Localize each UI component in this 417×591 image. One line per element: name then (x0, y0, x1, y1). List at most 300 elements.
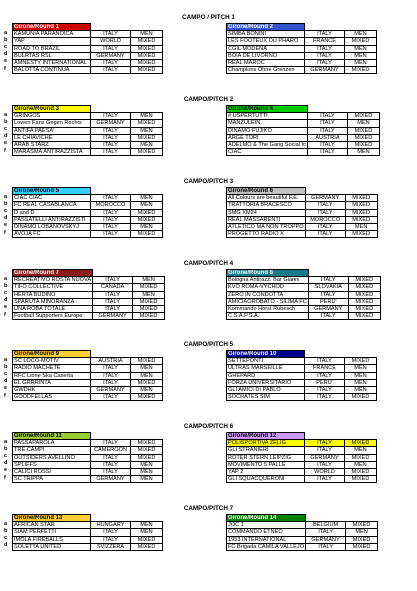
team-row (227, 127, 380, 134)
team-category: MEN (133, 277, 165, 284)
team-category: MIXED (345, 202, 377, 209)
team-category: MIXED (348, 298, 380, 305)
team-country: GERMANY (305, 67, 345, 74)
team-row (227, 529, 378, 536)
team-name: GLI SQUACQUERONI (227, 476, 305, 483)
team-name: KVO ROMA-VYCHOD (227, 284, 309, 291)
team-category: MIXED (347, 127, 379, 134)
team-category: MEN (345, 372, 377, 379)
team-name: PASSAPAROLA (13, 440, 91, 447)
group-name: Girone/Round 11 (13, 433, 91, 440)
group-name: Girone/Round 6 (227, 188, 306, 195)
team-category: MIXED (131, 440, 163, 447)
team-row (227, 358, 377, 365)
team-name: CGIL MODENA (227, 45, 305, 52)
row-letter: e (4, 304, 8, 311)
group-name: Girone/Round 5 (13, 188, 91, 195)
pitch-title: CAMPO / PITCH 1 (182, 14, 235, 21)
team-country: ITALY (91, 365, 131, 372)
team-row (13, 372, 163, 379)
team-row (13, 38, 163, 45)
team-category: MIXED (131, 543, 163, 550)
team-country: HUNGARY (91, 522, 131, 529)
team-name: SIMBA BONINI (227, 31, 305, 38)
team-row (13, 313, 165, 320)
pitch-title: CAMPO/PITCH 7 (183, 505, 234, 512)
team-country: GERMANY (91, 387, 131, 394)
team-name: IMOLA FIREBALLS (13, 536, 91, 543)
team-country: ITALY (305, 387, 345, 394)
group-name: Girone/Round 3 (13, 106, 91, 113)
team-category: MEN (345, 60, 377, 67)
row-letters (4, 357, 12, 400)
team-category: MIXED (131, 52, 163, 59)
team-country: PERU' (305, 379, 345, 386)
team-row (13, 440, 163, 447)
row-letter: f (4, 311, 6, 318)
team-row (227, 231, 378, 238)
team-category: MEN (131, 469, 163, 476)
team-category: MIXED (348, 306, 380, 313)
team-category: MEN (131, 224, 163, 231)
team-name: FC Brigada CAMILA VALLEJO (228, 543, 305, 550)
group-header-row (227, 188, 378, 195)
team-country: SLOVAKIA (308, 284, 348, 291)
group-header-row (13, 106, 163, 113)
team-category: MIXED (346, 543, 378, 550)
team-row (13, 379, 163, 386)
team-category: MIXED (131, 216, 163, 223)
team-category: MEN (131, 195, 163, 202)
team-country: GERMANY (306, 536, 346, 543)
group-table (226, 23, 377, 74)
team-country: GERMANY (93, 313, 133, 320)
team-row (227, 52, 377, 59)
row-letter: e (4, 58, 8, 65)
team-country: ITALY (305, 202, 345, 209)
team-row (13, 447, 163, 454)
team-country: ITALY (305, 358, 345, 365)
team-row (13, 476, 163, 483)
team-category: MIXED (347, 113, 379, 120)
team-name: FORZA UNIVERSITARIO (227, 379, 305, 386)
pitch-title: CAMPO/PITCH 5 (183, 341, 234, 348)
team-category: MEN (345, 387, 377, 394)
team-country: ITALY (91, 149, 131, 156)
team-row (13, 306, 165, 313)
team-row (227, 543, 378, 550)
team-row (227, 284, 381, 291)
group-table (12, 514, 163, 551)
team-row (13, 529, 163, 536)
team-country: ITALY (305, 447, 345, 454)
header-gap (308, 270, 380, 277)
team-row (227, 454, 377, 461)
team-country: ITALY (307, 149, 347, 156)
team-name: Champions Ohne Grenzen (227, 67, 305, 74)
team-row (13, 543, 163, 550)
team-country: ITALY (91, 461, 131, 468)
row-letter: b (4, 37, 8, 44)
team-row (13, 209, 163, 216)
team-country: WORLD (305, 469, 345, 476)
team-name: YAP (13, 38, 91, 45)
team-row (13, 67, 163, 74)
header-gap (91, 351, 163, 358)
row-letters (4, 521, 12, 549)
team-name: ULTRAS MARSEILLE (227, 365, 305, 372)
team-country: ITALY (305, 476, 345, 483)
team-country: ITALY (91, 142, 131, 149)
group-name: Girone/Round 2 (227, 24, 305, 31)
group-header-row (227, 433, 377, 440)
row-letters (4, 439, 12, 482)
team-row (13, 31, 163, 38)
team-row (227, 67, 377, 74)
team-category: MEN (345, 447, 377, 454)
header-gap (305, 188, 377, 195)
team-name: RFC Lione Ska Caserta (13, 372, 91, 379)
team-name: SETTEPONTI (227, 358, 305, 365)
team-name: POLISPORTIVA ZELIG (227, 440, 305, 447)
team-country: GERMANY (91, 476, 131, 483)
team-row (227, 379, 377, 386)
row-letter: d (4, 542, 8, 549)
team-name: GHEPARD (227, 372, 305, 379)
team-country: AUSTRIA (307, 134, 347, 141)
team-country: ITALY (91, 469, 131, 476)
team-name: CIAC CIAC (13, 195, 91, 202)
team-country: ITALY (306, 529, 346, 536)
team-name: SMG XM24 (227, 209, 306, 216)
team-category: MIXED (348, 277, 380, 284)
team-name: FC REAL CASABLANCA (13, 202, 91, 209)
team-row (227, 60, 377, 67)
group-table (12, 23, 163, 74)
team-name: AMICIAOROBATO - SILIMA FC (228, 298, 307, 305)
team-name: YAP 2 (227, 469, 305, 476)
team-name: DINAMO FUJIKO (227, 127, 308, 134)
team-name: ROTER STERN LEIPZIG (227, 454, 305, 461)
team-name: GOODFELLAS (13, 394, 91, 401)
team-category: MIXED (345, 231, 377, 238)
row-letter: b (4, 446, 8, 453)
team-country: ITALY (91, 45, 131, 52)
team-row (13, 536, 163, 543)
team-country: WORLD (91, 38, 131, 45)
team-country: ITALY (308, 291, 348, 298)
team-row (13, 394, 163, 401)
team-country: ITALY (93, 277, 133, 284)
team-row (13, 120, 163, 127)
group-table (12, 269, 165, 320)
group-table (226, 432, 377, 483)
team-name: RECREATIVO ROSTA NUOVA (14, 277, 92, 284)
row-letter: e (4, 140, 8, 147)
team-row (227, 149, 380, 156)
team-name: TIFO COLLECTIVE (13, 284, 93, 291)
team-name: ZERO IN CONDOTTA (227, 291, 309, 298)
team-row (227, 387, 377, 394)
team-row (227, 447, 377, 454)
team-category: MEN (345, 52, 377, 59)
team-country: ITALY (307, 142, 347, 149)
header-gap (93, 270, 165, 277)
team-country: ITALY (91, 394, 131, 401)
row-letter: d (4, 133, 8, 140)
team-name: ATLETICO MA NON TROPPO (228, 224, 304, 231)
team-name: AMNESTY INTERNATIONAL (13, 60, 91, 67)
group-table (226, 350, 377, 401)
team-category: MEN (131, 529, 163, 536)
team-country: ITALY (307, 127, 347, 134)
team-country: ITALY (307, 113, 347, 120)
team-country: ITALY (305, 60, 345, 67)
team-category: MIXED (131, 358, 163, 365)
team-name: Lowen Fans Gegen Rechts (13, 120, 91, 127)
team-country: ITALY (91, 209, 131, 216)
team-row (13, 52, 163, 59)
team-category: MEN (345, 461, 377, 468)
row-letter: c (4, 44, 8, 51)
team-row (227, 536, 378, 543)
group-header-row (13, 270, 165, 277)
team-country: GERMANY (308, 306, 348, 313)
group-header-row (13, 188, 163, 195)
header-gap (91, 188, 163, 195)
team-category: MIXED (348, 313, 380, 320)
team-category: MIXED (131, 67, 163, 74)
team-country: ITALY (305, 461, 345, 468)
team-row (227, 298, 381, 305)
team-name: D and D (13, 209, 91, 216)
team-row (13, 216, 163, 223)
team-name: KAMUNIA PARANOICA (13, 31, 91, 38)
team-name: C.S.A.P.S.A. (227, 313, 309, 320)
team-country: BELGIUM (306, 522, 346, 529)
team-name: Football Supporters Europe (13, 313, 93, 320)
team-country: ITALY (305, 31, 345, 38)
team-name: SIAM PERFETTI (13, 529, 91, 536)
team-country: ITALY (93, 298, 133, 305)
team-category: MIXED (133, 284, 165, 291)
team-country: PERU' (308, 298, 348, 305)
team-country: ITALY (91, 113, 131, 120)
group-name: Girone/Round 4 (227, 106, 308, 113)
row-letter: f (4, 229, 6, 236)
row-letter: c (4, 453, 8, 460)
row-letter: a (4, 194, 8, 201)
team-name: Bologna Antirazz. Bar Gianni (227, 277, 309, 284)
team-category: MEN (131, 127, 163, 134)
team-name: SC LOCO-MOTIV (13, 358, 91, 365)
team-category: MIXED (131, 379, 163, 386)
team-country: ITALY (91, 216, 131, 223)
team-category: MIXED (345, 454, 377, 461)
team-name: UNA ROBA TOTALE (13, 306, 93, 313)
team-category: MIXED (133, 298, 165, 305)
team-category: MEN (347, 149, 379, 156)
team-category: MIXED (131, 120, 163, 127)
team-country: MOROCCO (305, 216, 345, 223)
team-category: MEN (345, 224, 377, 231)
row-letter: f (4, 147, 6, 154)
group-table (226, 269, 381, 320)
team-country: ITALY (93, 291, 133, 298)
team-row (13, 298, 165, 305)
team-row (13, 142, 163, 149)
row-letter: d (4, 51, 8, 58)
team-row (227, 113, 380, 120)
team-country: AUSTRIA (91, 358, 131, 365)
team-country: ITALY (91, 536, 131, 543)
team-category: MIXED (345, 440, 377, 447)
team-name: SPLIFFS (13, 461, 91, 468)
team-name: ARAB STARZ (13, 142, 91, 149)
team-category: MEN (133, 291, 165, 298)
team-country: ITALY (305, 45, 345, 52)
team-name: BULRTAS RSL (13, 52, 91, 59)
team-category: MIXED (346, 536, 378, 543)
group-table (12, 350, 163, 401)
team-name: MANZULEIN (227, 120, 308, 127)
team-name: BOIA DE LIVORNO (227, 52, 305, 59)
team-row (227, 45, 377, 52)
team-row (13, 45, 163, 52)
team-country: ITALY (91, 134, 131, 141)
team-country: GERMANY (91, 120, 131, 127)
team-category: MIXED (131, 38, 163, 45)
team-name: PASSATELLI ANTIRAZZISTI (13, 216, 91, 223)
group-header-row (13, 24, 163, 31)
row-letter: b (4, 201, 8, 208)
row-letter: a (4, 30, 8, 37)
team-name: CALICI ROSSI (13, 469, 91, 476)
team-row (13, 127, 163, 134)
team-row (13, 461, 163, 468)
group-name: Girone/Round 9 (13, 351, 91, 358)
team-country: ITALY (91, 372, 131, 379)
team-country: ITALY (91, 195, 131, 202)
row-letters (4, 276, 12, 319)
team-country: ITALY (305, 224, 345, 231)
team-name: TRE CAMPI (13, 447, 91, 454)
team-country: GERMANY (305, 454, 345, 461)
team-category: MIXED (131, 134, 163, 141)
team-row (227, 209, 378, 216)
team-row (13, 224, 163, 231)
team-name: ANTIFA PAESA' (13, 127, 91, 134)
team-name: SPARUTA MINORANZA (13, 298, 93, 305)
row-letter: c (4, 290, 8, 297)
team-row (13, 113, 163, 120)
team-row (13, 134, 163, 141)
team-country: GERMANY (305, 195, 345, 202)
team-category: MIXED (345, 476, 377, 483)
team-row (227, 142, 380, 149)
team-name: ARGE TORI (227, 134, 308, 141)
row-letter: d (4, 378, 8, 385)
team-country: ITALY (91, 379, 131, 386)
team-country: ITALY (91, 454, 131, 461)
group-name: Girone/Round 10 (227, 351, 305, 358)
team-category: MIXED (348, 291, 380, 298)
team-row (13, 149, 163, 156)
header-gap (91, 515, 163, 522)
group-table (226, 514, 378, 551)
team-category: MEN (347, 120, 379, 127)
row-letter: b (4, 364, 8, 371)
team-category: MEN (131, 372, 163, 379)
group-table (12, 432, 163, 483)
row-letter: b (4, 283, 8, 290)
row-letter: a (4, 357, 8, 364)
group-name: Girone/Round 13 (13, 515, 91, 522)
row-letter: b (4, 528, 8, 535)
team-row (227, 440, 377, 447)
team-country: ITALY (305, 372, 345, 379)
team-country: ITALY (305, 52, 345, 59)
team-category: MIXED (131, 394, 163, 401)
pitch-title: CAMPO/PITCH 3 (183, 178, 234, 185)
group-table (12, 187, 163, 238)
team-category: MEN (345, 31, 377, 38)
row-letters (4, 194, 12, 237)
team-row (13, 358, 163, 365)
team-category: MIXED (345, 67, 377, 74)
team-category: MIXED (345, 358, 377, 365)
team-name: SOLETTA UNITED (13, 543, 91, 550)
team-name: AVOJA FC (13, 231, 91, 238)
row-letter: a (4, 439, 8, 446)
team-country: ITALY (91, 224, 131, 231)
team-name: REAL MASSARENTI (227, 216, 306, 223)
team-row (227, 394, 377, 401)
row-letter: a (4, 276, 8, 283)
team-country: ITALY (91, 67, 131, 74)
team-row (227, 134, 380, 141)
team-country: ITALY (308, 313, 348, 320)
pitch-title: CAMPO/PITCH 4 (183, 260, 234, 267)
team-category: MIXED (347, 142, 379, 149)
team-category: MIXED (131, 60, 163, 67)
row-letter: f (4, 65, 6, 72)
group-header-row (227, 106, 380, 113)
team-row (227, 522, 378, 529)
team-name: SOCRATES SIM (227, 394, 305, 401)
team-country: ITALY (305, 440, 345, 447)
team-category: MEN (131, 113, 163, 120)
team-category: MIXED (345, 209, 377, 216)
team-name: CIAC (227, 149, 308, 156)
header-gap (305, 433, 377, 440)
header-gap (305, 351, 377, 358)
header-gap (307, 106, 379, 113)
row-letter: f (4, 392, 6, 399)
team-row (227, 120, 380, 127)
group-header-row (13, 515, 163, 522)
team-category: MEN (131, 142, 163, 149)
group-table (226, 105, 380, 156)
header-gap (91, 433, 163, 440)
header-gap (305, 24, 377, 31)
team-name: OUTSIDERS AVELLINO (13, 454, 91, 461)
team-country: MOROCCO (91, 202, 131, 209)
team-category: MIXED (131, 45, 163, 52)
team-row (227, 365, 377, 372)
team-name: MOVIMENTO 5 PALLE (227, 461, 305, 468)
team-row (227, 476, 377, 483)
